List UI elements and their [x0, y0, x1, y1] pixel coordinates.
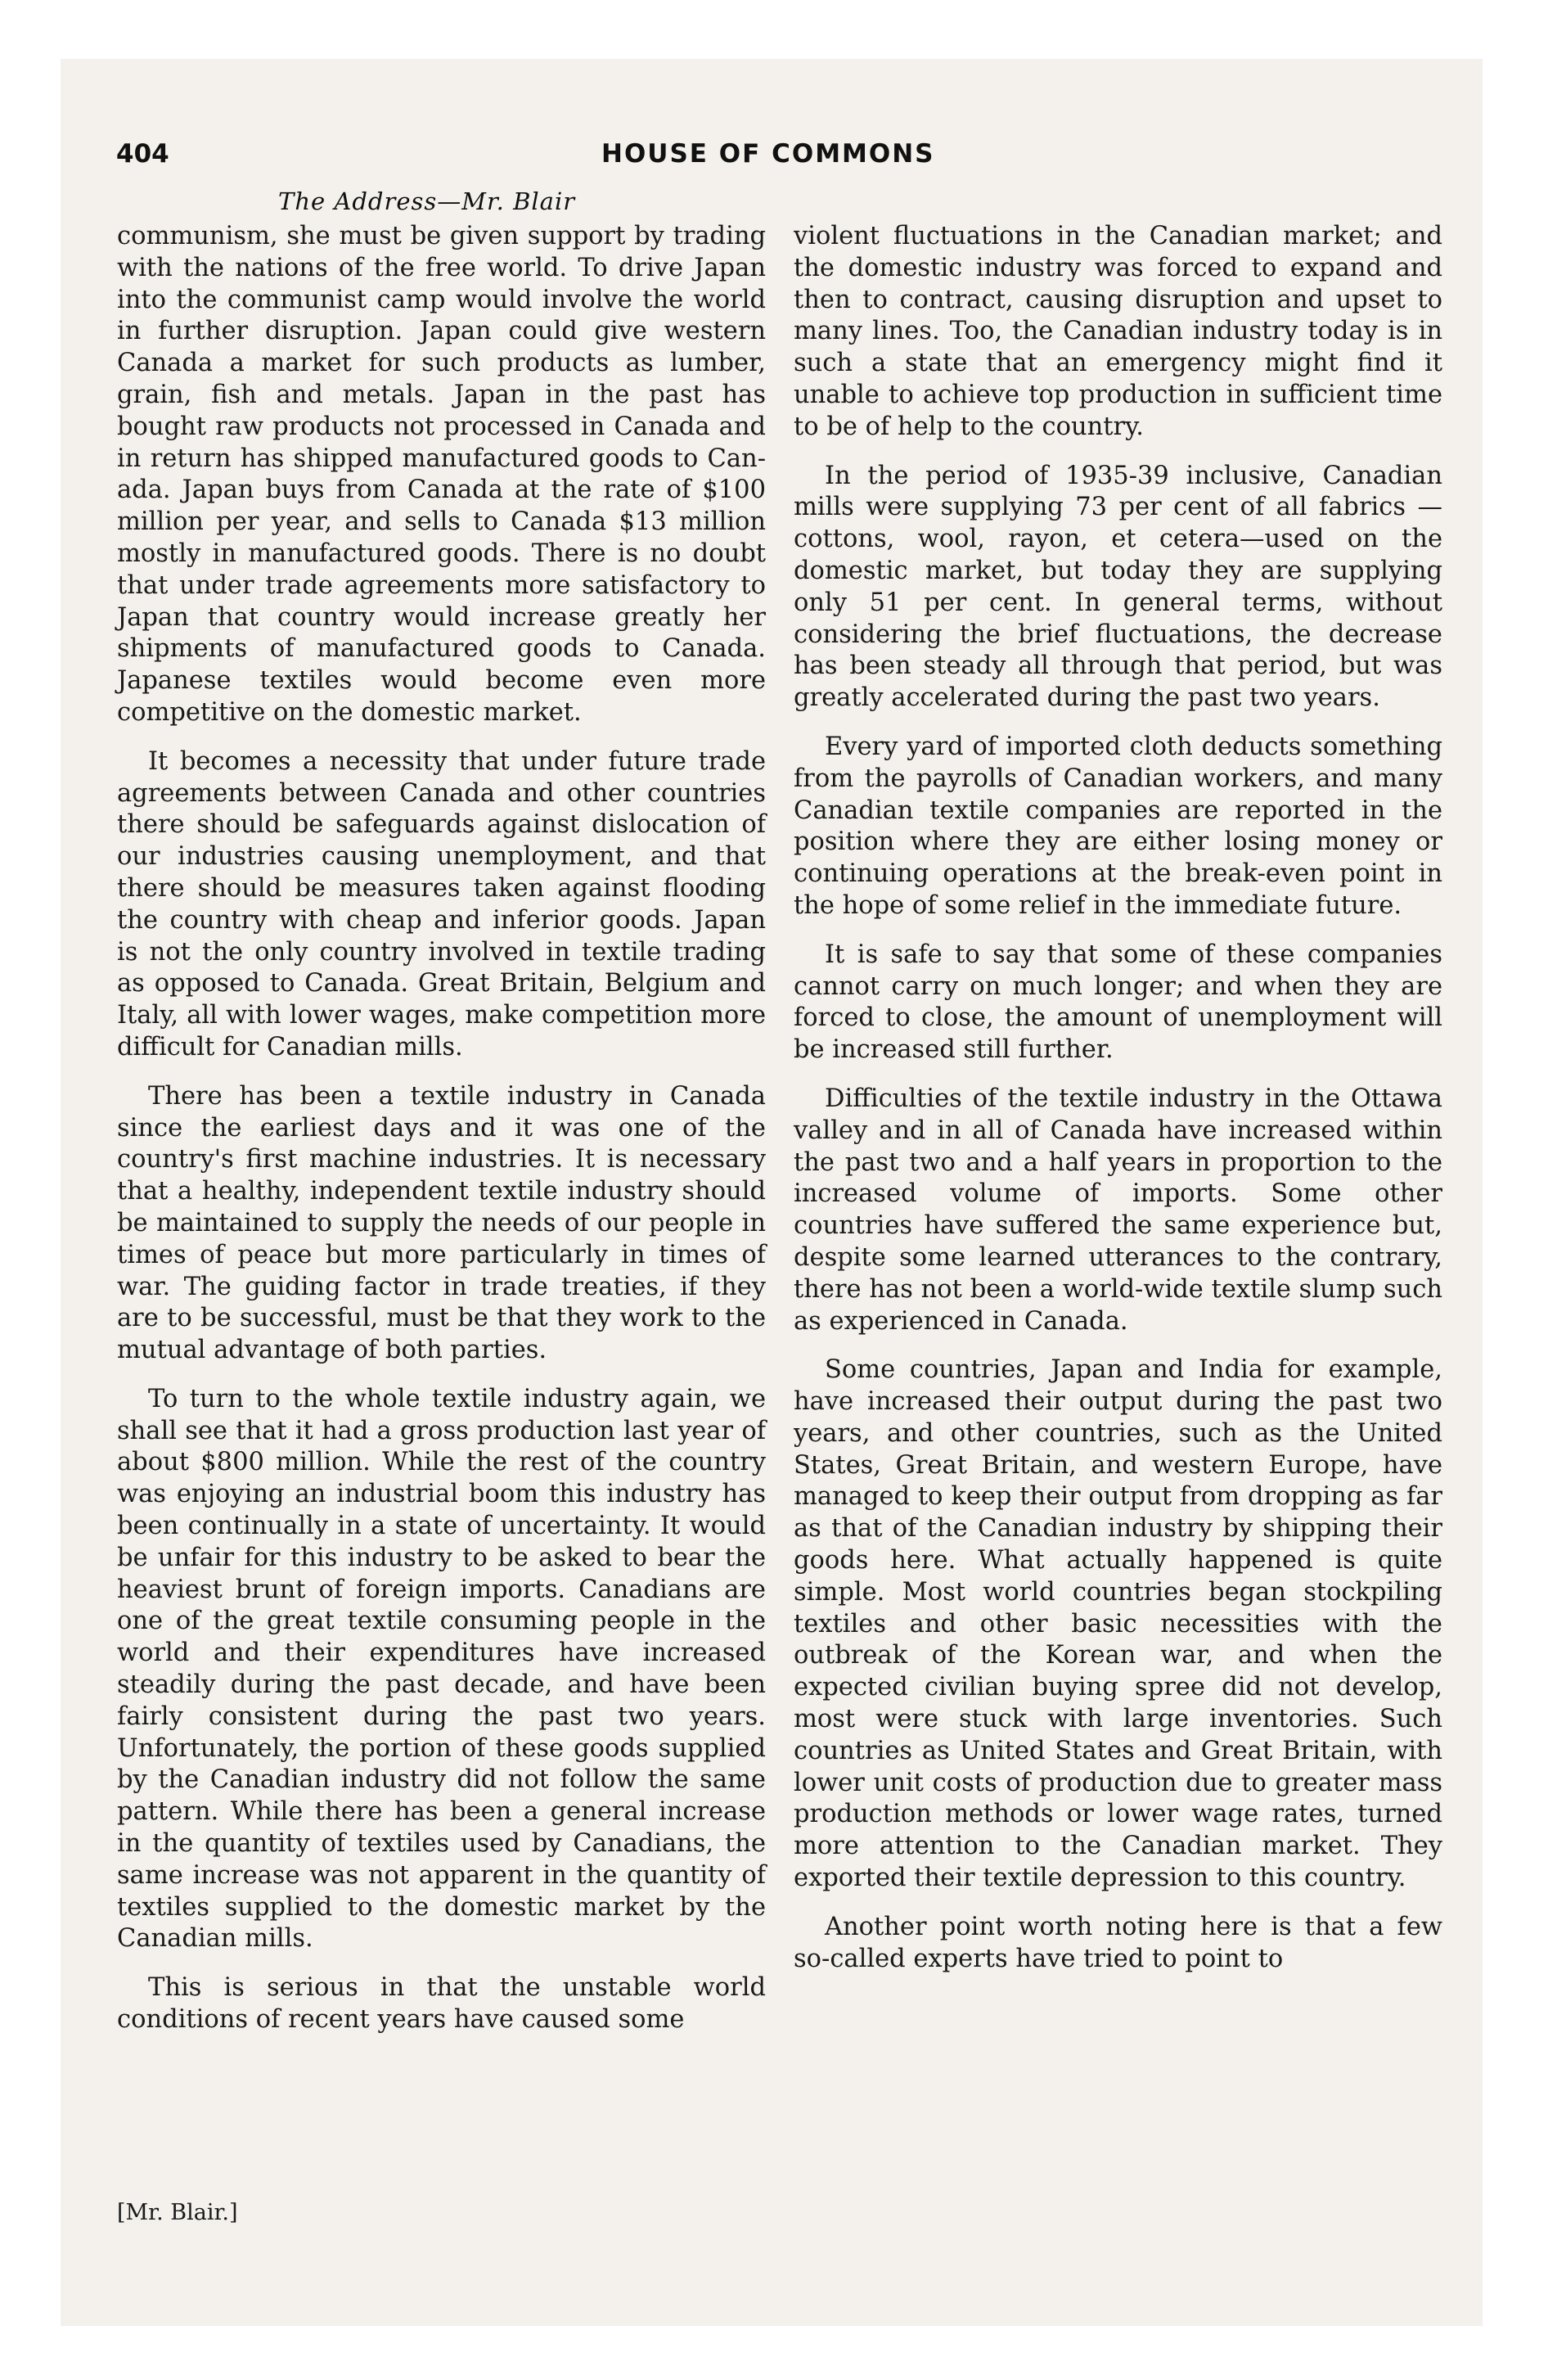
paragraph: It is safe to say that some of these companies cannot carry on much longer; and when they are forced to close, the amount of unemployment will be increased still further. [794, 940, 1442, 1065]
paragraph: Difficulties of the textile industry in the Ottawa valley and in all of Canada have increased within the past two and a half years in proportion to the increased volume of imports. Some other countries have suffered the same experience but, despite some learned utterances to the contrary, there has not been a world-wide textile slump such as experienced in Canada. [794, 1084, 1442, 1336]
paragraph: In the period of 1935-39 inclusive, Canadian mills were supplying 73 per cent of all fabrics —cottons, wool, rayon, et cetera—used on the domestic market, but today they are supplying only 51 per cent. In general terms, without considering the brief fluctuations, the decrease has been steady all through that period, but was greatly accelerated during the past two years. [794, 461, 1442, 713]
paragraph: This is serious in that the unstable world conditions of recent years have caused some [117, 1973, 766, 2035]
paragraph: communism, she must be given support by trading with the nations of the free world. To drive Japan into the communist camp would involve the world in further disruption. Japan could give western Canada a market for such products as lumber, grain, fish and metals. Japan in the past has bought raw products not processed in Canada and in return has shipped manufactured goods to Canada. Japan buys from Canada at the rate of $100 million per year, and sells to Canada $13 million mostly in manufactured goods. There is no doubt that under trade agreements more satisfactory to Japan that country would increase greatly her shipments of manufactured goods to Canada. Japanese textiles would become even more competitive on the domestic market. [117, 222, 766, 727]
paragraph: To turn to the whole textile industry again, we shall see that it had a gross production last year of about $800 million. While the rest of the country was enjoying an industrial boom this industry has been continually in a state of uncertainty. It would be unfair for this industry to be asked to bear the heaviest brunt of foreign imports. Canadians are one of the great textile consuming people in the world and their expenditures have increased steadily during the past decade, and have been fairly consistent during the past two years. Unfortunately, the portion of these goods supplied by the Canadian industry did not follow the same pattern. While there has been a general increase in the quantity of textiles used by Canadians, the same increase was not apparent in the quantity of textiles supplied to the domestic market by the Canadian mills. [117, 1384, 766, 1954]
paragraph: Some countries, Japan and India for example, have increased their output during the past two years, and other countries, such as the United States, Great Britain, and western Europe, have managed to keep their output from dropping as far as that of the Canadian industry by shipping their goods here. What actually happened is quite simple. Most world countries began stockpiling textiles and other basic necessities with the outbreak of the Korean war, and when the expected civilian buying spree did not develop, most were stuck with large inventories. Such countries as United States and Great Britain, with lower unit costs of production due to greater mass production methods or lower wage rates, turned more attention to the Canadian market. They exported their textile depression to this country. [794, 1355, 1442, 1893]
left-column [117, 221, 766, 2053]
paragraph: It becomes a necessity that under future trade agreements between Canada and other countries there should be safeguards against dislocation of our industries causing unemployment, and that there should be measures taken against flooding the country with cheap and inferior goods. Japan is not the only country involved in textile trading as opposed to Canada. Great Britain, Belgium and Italy, all with lower wages, make competition more difficult for Canadian mills. [117, 746, 766, 1062]
paragraph: Another point worth noting here is that a few so-called experts have tried to point to [794, 1912, 1442, 1973]
section-subheading: The Address—Mr. Blair [278, 187, 576, 215]
paragraph: There has been a textile industry in Canada since the earliest days and it was one of the country's first machine industries. It is necessary that a healthy, independent textile industry should be maintained to supply the needs of our people in times of peace but more particularly in times of war. The guiding factor in trade treaties, if they are to be successful, must be that they work to the mutual advantage of both parties. [117, 1081, 766, 1365]
speaker-footer: [Mr. Blair.] [117, 2200, 238, 2225]
paragraph: violent fluctuations in the Canadian market; and the domestic industry was forced to expand and then to contract, causing disruption and upset to many lines. Too, the Canadian industry today is in such a state that an emergency might find it unable to achieve top production in sufficient time to be of help to the country. [794, 222, 1442, 441]
page-number: 404 [116, 139, 169, 169]
paragraph: Every yard of imported cloth deducts something from the payrolls of Canadian workers, and many Canadian textile companies are reported in the position where they are either losing money or continuing operations at the break-even point in the hope of some relief in the immediate future. [794, 732, 1442, 920]
running-head: HOUSE OF COMMONS [601, 139, 935, 169]
right-column [794, 221, 1442, 1992]
